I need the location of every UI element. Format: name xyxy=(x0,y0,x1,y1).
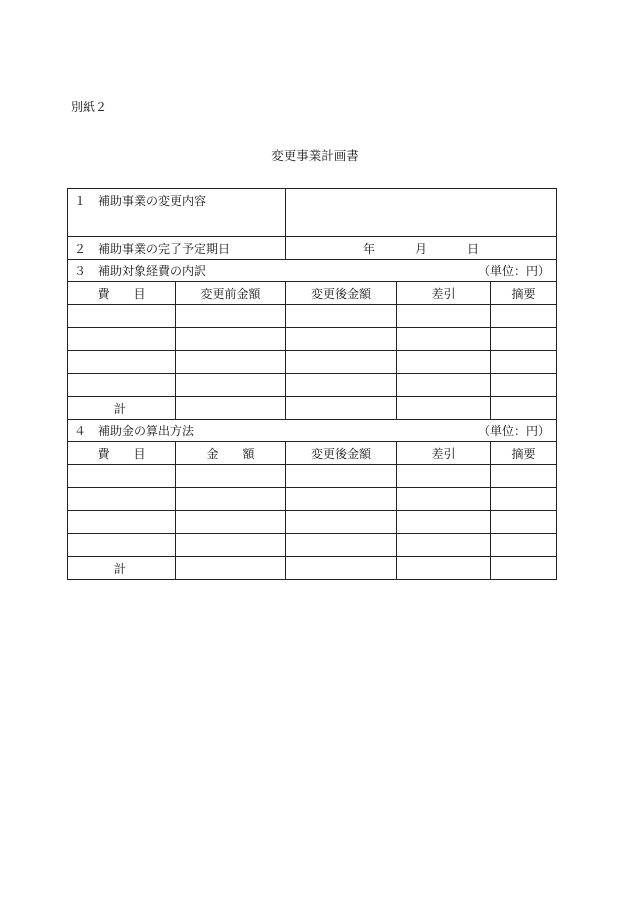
table-cell[interactable] xyxy=(286,511,397,534)
section1-label: １ 補助事業の変更内容 xyxy=(68,189,286,237)
section1-row xyxy=(68,189,557,237)
s4-col-item: 費 目 xyxy=(68,442,176,465)
completion-date-cell[interactable] xyxy=(286,237,557,260)
section3-heading-row xyxy=(68,260,557,282)
s4-col-after: 変更後金額 xyxy=(286,442,397,465)
section3-total-row xyxy=(68,397,557,420)
table-cell[interactable] xyxy=(68,328,176,351)
table-cell[interactable] xyxy=(491,511,557,534)
table-cell[interactable] xyxy=(286,488,397,511)
section3-header-row xyxy=(68,282,557,305)
table-cell[interactable] xyxy=(491,488,557,511)
section4-heading-cell xyxy=(68,420,557,442)
table-cell[interactable] xyxy=(286,374,397,397)
s3-total-label: 計 xyxy=(68,397,176,420)
table-cell[interactable] xyxy=(176,305,286,328)
table-cell[interactable] xyxy=(176,397,286,420)
table-cell[interactable] xyxy=(68,511,176,534)
table-row xyxy=(68,511,557,534)
attachment-label: 別紙２ xyxy=(71,100,108,114)
section4-unit: （単位：円） xyxy=(478,424,551,438)
table-cell[interactable] xyxy=(176,465,286,488)
table-row xyxy=(68,328,557,351)
table-cell[interactable] xyxy=(286,328,397,351)
section4-header-row xyxy=(68,442,557,465)
table-cell[interactable] xyxy=(491,465,557,488)
table-cell[interactable] xyxy=(176,534,286,557)
table-cell[interactable] xyxy=(491,328,557,351)
table-row xyxy=(68,465,557,488)
table-row xyxy=(68,351,557,374)
section4-heading-row xyxy=(68,420,557,442)
s4-col-note: 摘要 xyxy=(491,442,557,465)
table-cell[interactable] xyxy=(68,305,176,328)
table-cell[interactable] xyxy=(491,397,557,420)
table-row xyxy=(68,488,557,511)
section2-row xyxy=(68,237,557,260)
section3-unit: （単位：円） xyxy=(478,264,551,278)
table-cell[interactable] xyxy=(68,465,176,488)
table-cell[interactable] xyxy=(286,557,397,580)
table-row xyxy=(68,305,557,328)
table-row xyxy=(68,534,557,557)
section2-label: ２ 補助事業の完了予定期日 xyxy=(68,237,286,260)
section4-heading: ４ 補助金の算出方法 xyxy=(74,424,195,438)
table-cell[interactable] xyxy=(286,534,397,557)
day-label: 日 xyxy=(467,241,480,256)
s4-col-diff: 差引 xyxy=(397,442,491,465)
table-cell[interactable] xyxy=(286,465,397,488)
table-cell[interactable] xyxy=(491,374,557,397)
table-cell[interactable] xyxy=(491,534,557,557)
form-table xyxy=(67,188,557,580)
section1-value-cell[interactable] xyxy=(286,189,557,237)
year-label: 年 xyxy=(363,241,376,256)
s3-col-after: 変更後金額 xyxy=(286,282,397,305)
table-cell[interactable] xyxy=(176,488,286,511)
table-cell[interactable] xyxy=(286,305,397,328)
table-cell[interactable] xyxy=(397,351,491,374)
table-cell[interactable] xyxy=(176,351,286,374)
page-title: 変更事業計画書 xyxy=(271,148,359,163)
table-cell[interactable] xyxy=(286,397,397,420)
table-cell[interactable] xyxy=(68,351,176,374)
s3-col-item: 費 目 xyxy=(68,282,176,305)
table-cell[interactable] xyxy=(397,328,491,351)
month-label: 月 xyxy=(415,241,428,256)
s4-col-amount: 金 額 xyxy=(176,442,286,465)
s3-col-note: 摘要 xyxy=(491,282,557,305)
table-cell[interactable] xyxy=(397,557,491,580)
table-cell[interactable] xyxy=(491,351,557,374)
section3-heading-cell xyxy=(68,260,557,282)
table-cell[interactable] xyxy=(491,305,557,328)
table-cell[interactable] xyxy=(397,305,491,328)
table-cell[interactable] xyxy=(176,328,286,351)
section3-heading: ３ 補助対象経費の内訳 xyxy=(74,264,207,278)
table-cell[interactable] xyxy=(397,488,491,511)
table-cell[interactable] xyxy=(397,511,491,534)
table-cell[interactable] xyxy=(68,374,176,397)
table-cell[interactable] xyxy=(397,374,491,397)
table-cell[interactable] xyxy=(68,534,176,557)
section4-total-row xyxy=(68,557,557,580)
table-cell[interactable] xyxy=(397,397,491,420)
table-row xyxy=(68,374,557,397)
table-cell[interactable] xyxy=(176,557,286,580)
table-cell[interactable] xyxy=(397,465,491,488)
table-cell[interactable] xyxy=(397,534,491,557)
plan-form xyxy=(67,188,556,580)
s4-total-label: 計 xyxy=(68,557,176,580)
table-cell[interactable] xyxy=(286,351,397,374)
s3-col-before: 変更前金額 xyxy=(176,282,286,305)
table-cell[interactable] xyxy=(491,557,557,580)
table-cell[interactable] xyxy=(68,488,176,511)
table-cell[interactable] xyxy=(176,374,286,397)
s3-col-diff: 差引 xyxy=(397,282,491,305)
table-cell[interactable] xyxy=(176,511,286,534)
